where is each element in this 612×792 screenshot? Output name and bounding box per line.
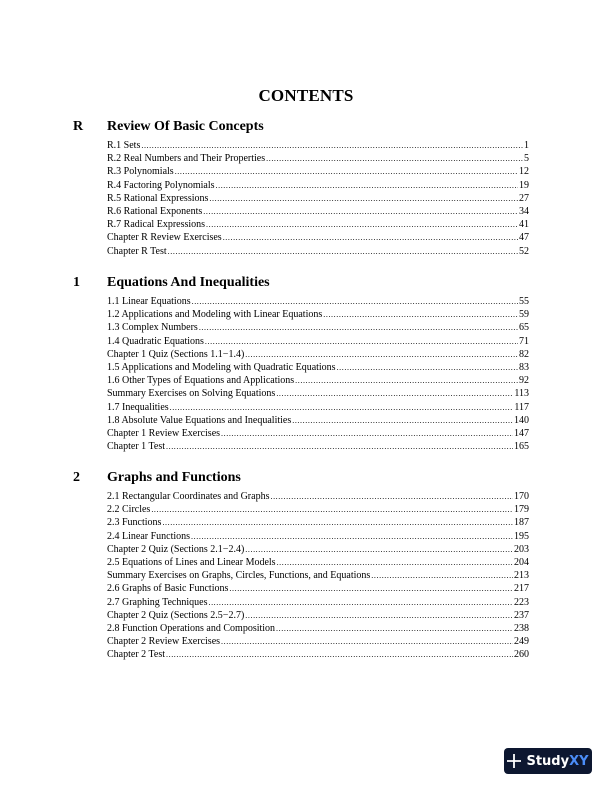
entry-page: 113 (514, 388, 529, 400)
dot-leader (295, 374, 518, 387)
dot-leader (337, 361, 518, 374)
entry-label: 2.7 Graphing Techniques (107, 596, 208, 608)
dot-leader (170, 401, 514, 414)
dot-leader (141, 139, 523, 152)
dot-leader (205, 335, 518, 348)
dot-leader (192, 295, 518, 308)
toc-entry[interactable] (107, 440, 529, 453)
entry-label: Chapter R Test (107, 245, 167, 257)
dot-leader (277, 556, 513, 569)
entry-page: 237 (514, 609, 529, 621)
entry-label: R.1 Sets (107, 140, 141, 151)
entry-label: 1.6 Other Types of Equations and Applications (107, 375, 295, 387)
entry-page: 41 (519, 219, 529, 231)
dot-leader (229, 582, 513, 595)
entry-page: 47 (519, 232, 529, 244)
toc-entry[interactable] (107, 427, 529, 440)
entry-page: 27 (519, 192, 529, 204)
toc-entry[interactable] (107, 218, 529, 231)
entry-label: Chapter R Review Exercises (107, 232, 222, 244)
entry-label: 2.3 Functions (107, 517, 162, 529)
entry-page: 65 (519, 322, 529, 334)
entry-label: Chapter 2 Test (107, 649, 165, 661)
toc-entry[interactable] (107, 490, 529, 503)
entry-label: 2.1 Rectangular Coordinates and Graphs (107, 491, 270, 502)
dot-leader (166, 648, 513, 661)
toc-entry[interactable] (107, 374, 529, 387)
entry-label: 1.1 Linear Equations (107, 296, 191, 307)
toc-entry[interactable] (107, 543, 529, 556)
dot-leader (276, 622, 513, 635)
entry-page: 217 (514, 583, 529, 595)
entry-label: 2.5 Equations of Lines and Linear Models (107, 556, 276, 568)
entry-label: 2.4 Linear Functions (107, 530, 191, 542)
chapter-heading (0, 119, 612, 139)
toc-entry[interactable] (107, 582, 529, 595)
chapter-number: 2 (73, 470, 80, 485)
toc-entry[interactable] (107, 609, 529, 622)
dot-leader (266, 152, 523, 165)
chapter-section (0, 275, 612, 453)
entry-label: R.4 Factoring Polynomials (107, 179, 215, 191)
toc-entry[interactable] (107, 231, 529, 244)
dot-leader (199, 321, 518, 334)
toc-entry[interactable] (107, 530, 529, 543)
toc-entry[interactable] (107, 295, 529, 308)
chapter-heading (0, 470, 612, 490)
chapter-number: 1 (73, 275, 80, 290)
chapter-section (0, 470, 612, 661)
dot-leader (168, 245, 518, 258)
entry-label: 1.5 Applications and Modeling with Quadratic Equations (107, 361, 336, 373)
entry-label: Chapter 2 Quiz (Sections 2.1−2.4) (107, 543, 245, 555)
entry-page: 249 (514, 636, 529, 648)
entry-page: 165 (514, 441, 529, 453)
dot-leader (323, 308, 518, 321)
toc-entry[interactable] (107, 245, 529, 258)
studyxy-logo[interactable] (504, 748, 592, 774)
entry-page: 5 (524, 153, 529, 165)
toc-entry[interactable] (107, 335, 529, 348)
dot-leader (270, 490, 513, 503)
toc-entry[interactable] (107, 569, 529, 582)
toc-entry[interactable] (107, 516, 529, 529)
toc-entry[interactable] (107, 179, 529, 192)
dot-leader (191, 530, 513, 543)
toc-entry[interactable] (107, 321, 529, 334)
entry-label: Summary Exercises on Solving Equations (107, 388, 276, 400)
entry-label: 1.7 Inequalities (107, 401, 169, 413)
chapter-title: Equations And Inequalities (107, 275, 270, 290)
plus-cross-icon (507, 754, 521, 768)
entry-page: 55 (519, 296, 529, 307)
dot-leader (203, 205, 518, 218)
dot-leader (221, 427, 513, 440)
toc-entry[interactable] (107, 635, 529, 648)
dot-leader (292, 414, 513, 427)
toc-entry[interactable] (107, 401, 529, 414)
dot-leader (175, 165, 518, 178)
entry-label: Chapter 2 Review Exercises (107, 636, 221, 648)
toc-entry[interactable] (107, 361, 529, 374)
entry-page: 19 (519, 179, 529, 191)
dot-leader (245, 543, 513, 556)
entry-label: R.6 Rational Exponents (107, 205, 203, 217)
entry-page: 12 (519, 166, 529, 178)
page-title: CONTENTS (258, 86, 354, 105)
entry-list (0, 490, 612, 661)
entry-page: 1 (524, 140, 529, 151)
entry-label: Chapter 1 Review Exercises (107, 427, 221, 439)
entry-page: 83 (519, 361, 529, 373)
entry-page: 34 (519, 205, 529, 217)
entry-label: 2.6 Graphs of Basic Functions (107, 583, 229, 595)
toc-entry[interactable] (107, 192, 529, 205)
dot-leader (208, 596, 513, 609)
chapter-section (0, 119, 612, 258)
entry-page: 238 (514, 622, 529, 634)
dot-leader (162, 516, 513, 529)
dot-leader (245, 348, 518, 361)
entry-page: 213 (514, 570, 529, 582)
entry-label: R.5 Rational Expressions (107, 192, 209, 204)
entry-list (0, 295, 612, 453)
entry-page: 92 (519, 375, 529, 387)
entry-page: 203 (514, 543, 529, 555)
dot-leader (166, 440, 513, 453)
entry-list (0, 139, 612, 258)
entry-page: 260 (514, 649, 529, 661)
toc-entry[interactable] (107, 205, 529, 218)
dot-leader (223, 231, 518, 244)
entry-label: 1.2 Applications and Modeling with Linear Equations (107, 309, 323, 321)
entry-label: R.7 Radical Expressions (107, 219, 206, 231)
dot-leader (151, 503, 513, 516)
dot-leader (221, 635, 513, 648)
toc-entry[interactable] (107, 165, 529, 178)
toc-entry[interactable] (107, 308, 529, 321)
toc-entry[interactable] (107, 648, 529, 661)
toc-entry[interactable] (107, 556, 529, 569)
dot-leader (216, 179, 519, 192)
entry-label: Chapter 2 Quiz (Sections 2.5−2.7) (107, 609, 245, 621)
chapter-title: Review Of Basic Concepts (107, 119, 264, 134)
toc-entry[interactable] (107, 387, 529, 400)
entry-page: 179 (514, 504, 529, 516)
chapter-number: R (73, 119, 84, 134)
logo-text-accent: XY (569, 753, 589, 769)
entry-label: 2.8 Function Operations and Composition (107, 622, 276, 634)
entry-label: R.2 Real Numbers and Their Properties (107, 153, 266, 165)
entry-page: 71 (519, 335, 529, 347)
toc-entry[interactable] (107, 414, 529, 427)
chapter-heading (0, 275, 612, 295)
dot-leader (209, 192, 518, 205)
entry-label: 1.8 Absolute Value Equations and Inequalities (107, 414, 292, 426)
entry-page: 223 (514, 596, 529, 608)
toc-entry[interactable] (107, 152, 529, 165)
entry-label: 2.2 Circles (107, 504, 151, 516)
entry-page: 204 (514, 556, 529, 568)
toc-entry[interactable] (107, 503, 529, 516)
entry-page: 195 (514, 530, 529, 542)
chapter-title: Graphs and Functions (107, 470, 241, 485)
entry-label: R.3 Polynomials (107, 166, 174, 178)
entry-page: 82 (519, 348, 529, 360)
entry-label: Chapter 1 Quiz (Sections 1.1−1.4) (107, 348, 245, 360)
entry-page: 170 (514, 491, 529, 502)
toc-entry[interactable] (107, 596, 529, 609)
entry-label: Chapter 1 Test (107, 441, 165, 453)
dot-leader (276, 387, 513, 400)
toc-entry[interactable] (107, 139, 529, 152)
dot-leader (206, 218, 518, 231)
toc-entry[interactable] (107, 348, 529, 361)
entry-page: 140 (514, 414, 529, 426)
dot-leader (245, 609, 513, 622)
toc-entry[interactable] (107, 622, 529, 635)
dot-leader (371, 569, 513, 582)
entry-label: 1.3 Complex Numbers (107, 322, 198, 334)
entry-page: 52 (519, 245, 529, 257)
entry-page: 59 (519, 309, 529, 321)
entry-page: 117 (514, 401, 529, 413)
entry-page: 187 (514, 517, 529, 529)
entry-page: 147 (514, 427, 529, 439)
entry-label: 1.4 Quadratic Equations (107, 335, 204, 347)
entry-label: Summary Exercises on Graphs, Circles, Functions, and Equations (107, 570, 371, 582)
logo-text-main: Study (526, 753, 570, 769)
